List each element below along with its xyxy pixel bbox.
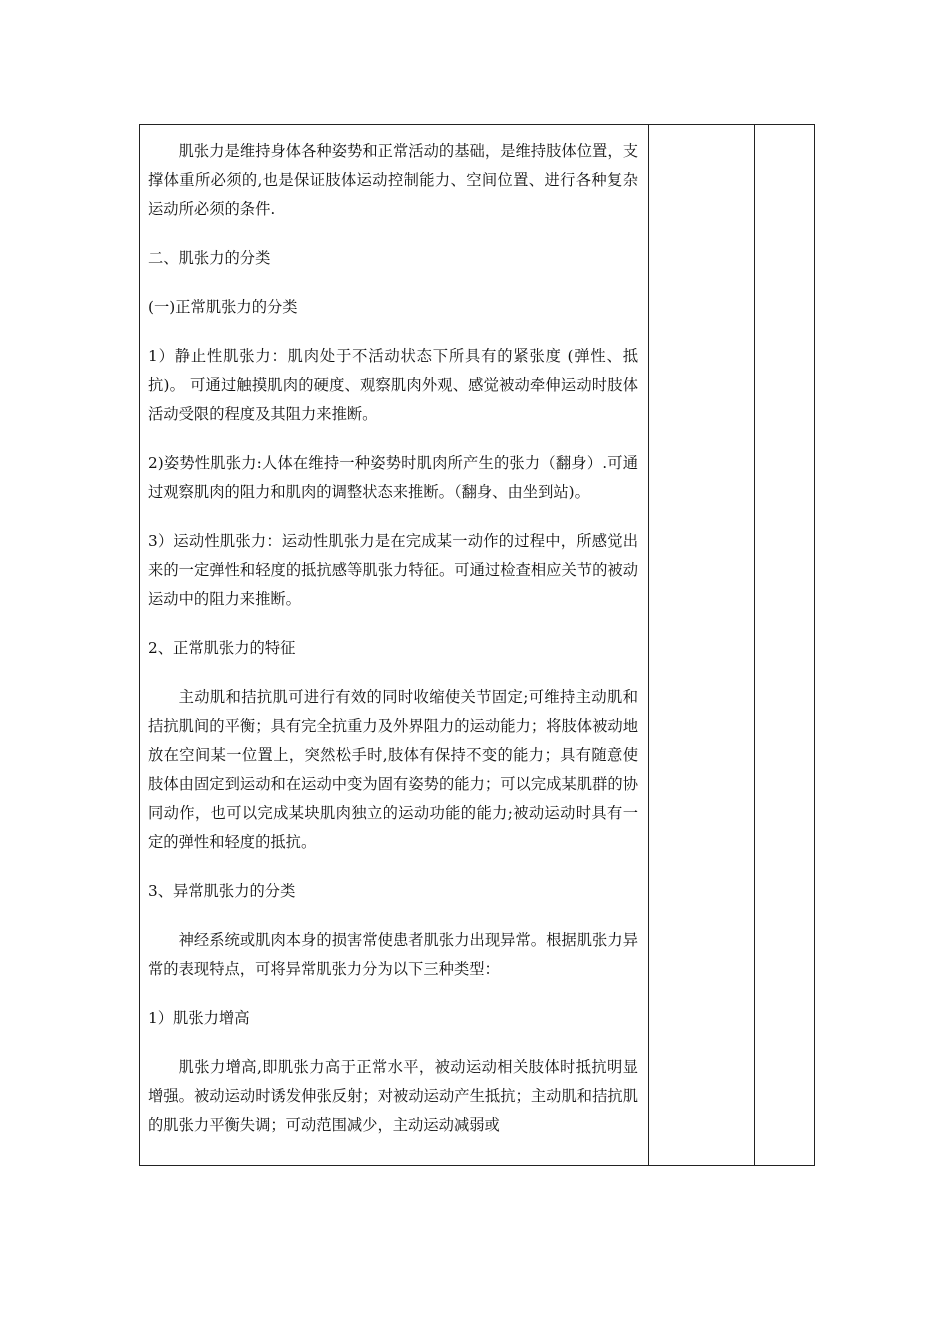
paragraph-normal-features: 主动肌和拮抗肌可进行有效的同时收缩使关节固定;可维持主动肌和拮抗肌间的平衡；具有完全抗重力及外界阻力的运动能力；将肢体被动地放在空间某一位置上，突然松手时,肢体有保持不变的能力；具有随意使肢体由固定到运动和在运动中变为固有姿势的能力；可以完成某肌群的协同动作，也可以完成某块肌肉独立的运动功能的能力;被动运动时具有一定的弹性和轻度的抵抗。	[148, 688, 638, 851]
subheading-hypertonia: 1）肌张力增高	[148, 1009, 250, 1027]
right-empty-cell	[755, 125, 815, 1166]
paragraph-hypertonia: 肌张力增高,即肌张力高于正常水平，被动运动相关肢体时抵抗明显增强。被动运动时诱发伸张反射；对被动运动产生抵抗；主动肌和拮抗肌的肌张力平衡失调；可动范围减少，主动运动减弱或	[148, 1058, 638, 1134]
paragraph-abnormal-intro: 神经系统或肌肉本身的损害常使患者肌张力出现异常。根据肌张力异常的表现特点，可将异常肌张力分为以下三种类型：	[148, 931, 638, 978]
heading-classification: 二、肌张力的分类	[148, 249, 271, 267]
subheading-normal-classification: (一)正常肌张力的分类	[148, 298, 298, 316]
content-body	[140, 125, 648, 1140]
heading-normal-features: 2、正常肌张力的特征	[148, 639, 296, 657]
middle-empty-cell	[649, 125, 755, 1166]
paragraph-static-tone: 1）静止性肌张力：肌肉处于不活动状态下所具有的紧张度 (弹性、抵抗)。 可通过触摸肌肉的硬度、观察肌肉外观、感觉被动牵伸运动时肢体活动受限的程度及其阻力来推断。	[148, 347, 638, 423]
heading-abnormal-classification: 3、异常肌张力的分类	[148, 882, 296, 900]
document-table	[139, 124, 815, 1166]
main-content-cell	[140, 125, 649, 1166]
paragraph-postural-tone: 2)姿势性肌张力:人体在维持一种姿势时肌肉所产生的张力（翻身）.可通过观察肌肉的阻力和肌肉的调整状态来推断。（翻身、由坐到站)。	[148, 454, 638, 501]
paragraph-motor-tone: 3）运动性肌张力：运动性肌张力是在完成某一动作的过程中，所感觉出来的一定弹性和轻度的抵抗感等肌张力特征。可通过检查相应关节的被动运动中的阻力来推断。	[148, 532, 638, 608]
paragraph-muscle-tone-intro: 肌张力是维持身体各种姿势和正常活动的基础，是维持肢体位置，支撑体重所必须的,也是保证肢体运动控制能力、空间位置、进行各种复杂运动所必须的条件.	[148, 142, 638, 218]
